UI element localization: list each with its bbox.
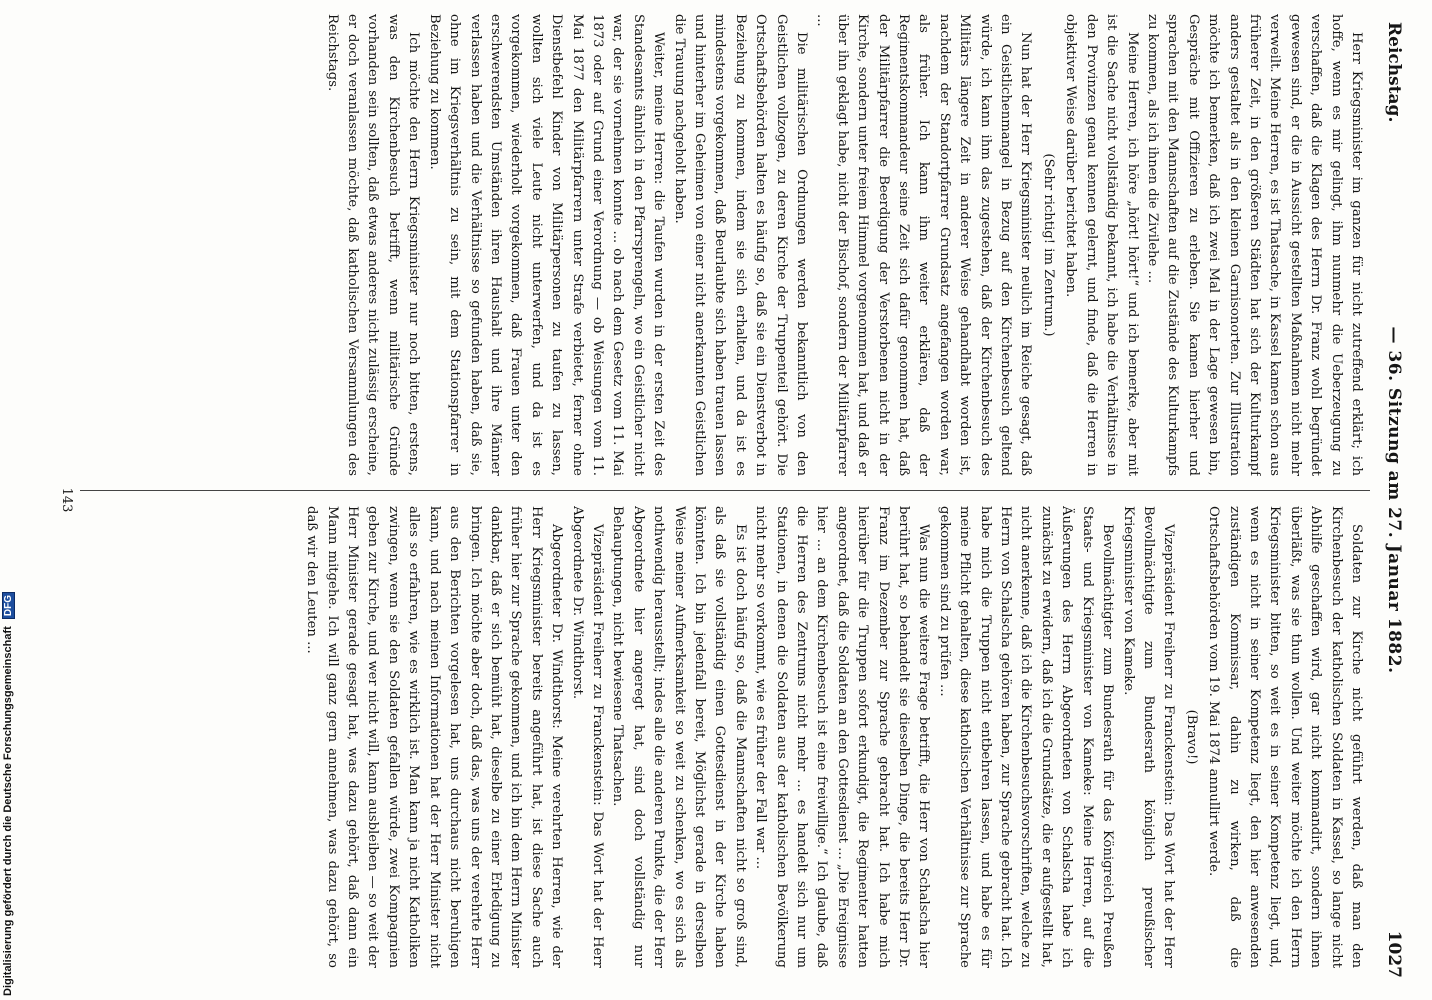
paragraph: Es ist doch häufig so, daß die Mannschaften nicht so groß sind, als daß sie vollständig einen Gottesdienst in der Kirche haben könnten. Ich bin jedenfall bereit, Möglichst gerade in derselben Weise meiner Aufmerksamkeit so weit zu schenken, wo es sich als nothwendig herausstellt; indes alle die anderen Punkte, die der Herr Abgeordnete hier angeregt hat, sind doch vollständig nur Behauptungen, nicht bewiesene Thatsachen. <box>610 506 748 968</box>
paragraph: Soldaten zur Kirche nicht geführt werden, daß man den Kirchenbesuch der katholischen Soldaten in Kassel, so lange nicht Abhilfe geschaffen wird, gar nicht kommandirt, sondern ihnen überläßt, was sie thun wollen. Und weiter möchte ich den Herrn Kriegsminister bitten, so weit es in seiner Kompetenz liegt, und, wenn es nicht in seiner Kompetenz liegt, den hier anwesenden zuständigen Kommissar, dahin zu wirken, daß die Ortschaftsbehörden vom 19. Mai 1874 annullirt werde. <box>1206 506 1364 968</box>
paragraph: Meine Herren, ich höre „hört! hört!“ und ich bemerke, aber mit ist die Sache nicht vollständig bekannt, ich habe die Verhältnisse in den Provinzen genau kennen gelernt, und finde, daß die Herren in objektiver Weise darüber berichtet haben. <box>1063 14 1140 476</box>
speaker-paragraph: Bevollmächtigter zum Bundesrath für das Königreich Preußen Staats- und Kriegsminister von Kameke: Meine Herren, auf die Äußerungen des Herrn Abgeordneten von Schalscha habe ich zunächst zu erwidern, daß ich die Grundsätze, die er aufgestellt hat, nicht anerkenne, daß ich die Kirchenbesuchsvorschriften, welche zu Herrn von Schalscha gehören haben, zur Sprache gebracht hat. Ich habe mich die Truppen nicht entbehren lassen, und habe es für meine Pflicht gehalten, diese katholischen Verhältnisse zur Sprache gekommen sind zu prüfen ... <box>936 506 1116 968</box>
interjection: (Sehr richtig! im Zentrum.) <box>1040 153 1056 337</box>
header-left: Reichstag. <box>1384 22 1404 123</box>
credit-text: Digitalisierung gefördert durch die Deutsche Forschungsgemeinschaft <box>2 626 14 996</box>
speaker-paragraph: Vizepräsident Freiherr zu Franckenstein: Das Wort hat der Herr Bevollmächtigte zum Bundesrath königlich preußischer Kriegsminister von Kameke. <box>1120 506 1177 968</box>
digitization-credit <box>2 592 15 996</box>
header-title: — 36. Sitzung am 27. Januar 1882. <box>1384 326 1404 674</box>
dfg-logo: DFG <box>2 592 15 619</box>
paragraph: Herr Kriegsminister im ganzen für nicht zutreffend erklärt; ich hoffe, wenn es mir gelingt, ihm nunmehr die Ueberzeugung zu verschaffen, daß die Klagen des Herrn Dr. Franz wohl begründet gewesen sind, er die in Aussicht gestellten Maßnahmen nicht mehr verweilt. Meine Herren, es ist Thatsache, in Kassel kamen schon aus früherer Zeit, in den größeren Städten hat sich der Kulturkampf anders gestaltet als in den kleinen Garnisonorten. Zur Illustration möchte ich bemerken, daß ich zwei Mal in der Lage gewesen bin, Gespräche mit Offizieren zu erleben. Sie kamen hierher und sprachen mit den Mannschaften auf die Zustände des Kulturkampfs zu kommen, als ich ihnen die Zivilehe ... <box>1144 14 1364 476</box>
paragraph: Was nun die weitere Frage betrifft, die Herr von Schalscha hier berührt hat, so behandelt sie dieselben Dinge, die bereits Herr Dr. Franz im Dezember zur Sprache gebracht hat. Ich habe mich hierüber für die Truppen sofort erkundigt, die Regimenter hatten angeordnet, daß die Soldaten an den Gottesdienst ... „Die Ereignisse hier ... an dem Kirchenbesuch ist eine freiwillige.“ Ich glaube, daß die Herren des Zentrums nicht mehr ... es handelt sich nur um Stationen, in denen die Soldaten aus der katholischen Bevölkerung nicht mehr so vorkommt, wie es früher der Fall war ... <box>753 506 932 968</box>
sheet-number: 143 <box>59 487 74 513</box>
column-left <box>86 14 1366 476</box>
paragraph: Nun hat der Herr Kriegsminister neulich im Reiche gesagt, daß ein Geistlichenmangel in Bezug auf den Kirchenbesuch geltend würde, ich kann ihm das zugestehen, daß der Kirchenbesuch des Militärs längere Zeit in anderer Weise gehandhabt worden ist, nachdem der Standortpfarrer Grundsatz angefangen worden war, als früher. Ich kann ihm weiter erklären, daß der Regimentskommandeur seine Zeit sich dafür genommen hat, daß der Militärpfarrer die Beerdigung der Verstorbenen nicht in der Kirche, sondern unter freiem Himmel vorgenommen hat, und daß er über ihn geklagt habe, nicht der Bischof, sondern der Militärpfarrer ... <box>814 14 1034 476</box>
paragraph: Weiter, meine Herren: die Taufen wurden in der ersten Zeit des Standesamts ähnlich in den Pfarrsprengeln, wo ein Geistlicher nicht war, der sie vornehmen konnte ... ob nach dem Gesetz vom 11. Mai 1873 oder auf Grund einer Verordnung — ob Weisungen vom 11. Mai 1877 den Militärpfarrern unter Strafe verbietet, ferner ohne Dienstbefehl Kinder von Militärpersonen zu taufen zu lassen, wollten sich viele Leute nicht unterwerfen, und da ist es vorgekommen, wiederholt vorgekommen, daß Frauen unter den erschwerendsten Umständen ihren Haushalt und ihre Männer verlassen haben und die Verhältnisse so gefunden haben, daß sie, ohne im Kriegsverhältnis zu sein, mit dem Stationspfarrer in Beziehung zu kommen. <box>426 14 667 476</box>
paragraph: Ich möchte den Herrn Kriegsminister nur noch bitten, erstens, was den Kirchenbesuch betrifft, wenn militärische Gründe vorhanden sein sollten, daß etwas anderes nicht zulässig erscheine, er doch veranlassen möchte, daß katholischen Versammlungen des Reichstags. <box>324 14 422 476</box>
page-number: 1027 <box>1384 930 1404 978</box>
speaker-paragraph: Vizepräsident Freiherr zu Franckenstein: Das Wort hat der Herr Abgeordnete Dr. Windthorst. <box>569 506 605 968</box>
paragraph: Die militärischen Ordnungen werden bekanntlich von den Geistlichen vollzogen, zu deren Kirche der Truppenteil gehört. Die Ortschaftsbehörden halten es häufig so, daß sie ein Dienstverbot in Beziehung zu kommen, indem sie sich erhalten, und da ist es mindestens vorgekommen, daß Beurlaubte sich haben trauen lassen und hinterher im Geheimen von einer nicht anerkannten Geistlichen die Trauung nachgeholt haben. <box>671 14 810 476</box>
column-right <box>86 506 1366 968</box>
speaker-paragraph: Abgeordneter Dr. Windthorst: Meine verehrten Herren, wie der Herr Kriegsminister bereits angeführt hat, ist diese Sache auch früher hier zur Sprache gekommen, und ich bin dem Herrn Minister dankbar, daß er sich bemüht hat, dieselbe zu einer Erledigung zu bringen. Ich möchte aber doch, daß das, was uns der verehrte Herr aus den Berichten vorgelesen hat, uns durchaus nicht beruhigen kann, und nach meinen Informationen hat der Herr Minister nicht alles so erfahren, wie es wirklich ist. Man kann ja nicht Katholiken zwingen, wenn sie den Soldaten gefallen würde, zwei Kompagnien geben zur Kirche, und wer nicht will, kann ausbleiben — so weit der Herr Minister gerade gesagt hat, was dazu gehört, daß dann ein Mann mitgehe. Ich will ganz gern annehmen, was dazu gehört, so daß wir den Leuten ... <box>304 506 565 968</box>
page-header <box>1376 14 1410 986</box>
interjection: (Bravo!) <box>1183 709 1199 765</box>
rotated-page <box>32 14 1410 986</box>
column-divider <box>80 490 1370 491</box>
